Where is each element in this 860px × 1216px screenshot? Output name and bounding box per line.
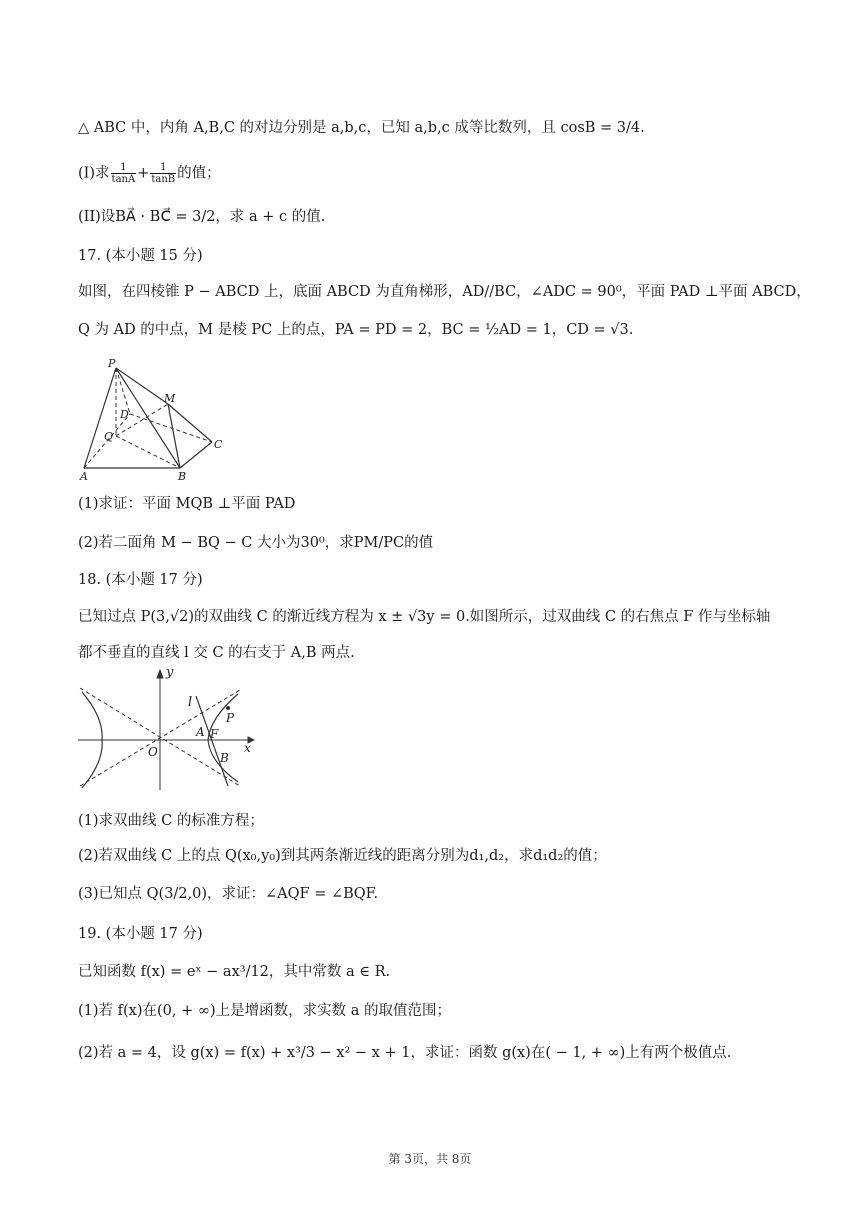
label-B: B: [178, 470, 187, 482]
page-footer: 第 3页，共 8页: [388, 1152, 472, 1166]
q19-header: 19. (本小题 17 分): [78, 926, 203, 942]
q16-intro: △ ABC 中，内角 A,B,C 的对边分别是 a,b,c，已知 a,b,c 成等比数列，且 cosB = 3/4.: [78, 120, 645, 136]
label-x: x: [244, 741, 251, 755]
q18-part2: (2)若双曲线 C 上的点 Q(x₀,y₀)到其两条渐近线的距离分别为d₁,d₂，求d₁d₂的值；: [78, 848, 607, 864]
q16-frac1: $\frac{1}{\tan A}$: [111, 162, 136, 185]
q17-header: 17. (本小题 15 分): [78, 248, 203, 264]
q17-part2: (2)若二面角 M − BQ − C 大小为30⁰，求PM/PC的值: [78, 535, 434, 551]
hyperbola-figure: [78, 666, 258, 794]
label-B: B: [220, 751, 229, 765]
label-O: O: [148, 745, 158, 759]
label-y: y: [166, 666, 174, 680]
q18-header: 18. (本小题 17 分): [78, 572, 203, 588]
q19-part1: (1)若 f(x)在(0, + ∞)上是增函数，求实数 a 的取值范围；: [78, 1003, 451, 1019]
q18-text2: 都不垂直的直线 l 交 C 的右支于 A,B 两点.: [78, 645, 355, 661]
q16-part2: (II)设BA⃗ · BC⃗ = 3/2，求 a + c 的值.: [78, 209, 326, 225]
q18-text1: 已知过点 P(3,√2)的双曲线 C 的渐近线方程为 x ± √3y = 0.如图所示，过双曲线 C 的右焦点 F 作与坐标轴: [78, 609, 771, 625]
q16-frac2: $\frac{1}{\tan B}$: [151, 162, 176, 185]
q18-part3: (3)已知点 Q(3/2,0)，求证：∠AQF = ∠BQF.: [78, 886, 379, 902]
label-A: A: [80, 470, 88, 482]
q19-part2: (2)若 a = 4，设 g(x) = f(x) + x³/3 − x² − x + 1，求证：函数 g(x)在( − 1, + ∞)上有两个极值点.: [78, 1045, 732, 1061]
q16-part1: (I)求 $\frac{1}{\tan A}$ + $\frac{1}{\tan B}$ 的值；: [78, 162, 221, 185]
label-A: A: [196, 725, 205, 739]
label-l: l: [188, 695, 193, 710]
label-C: C: [214, 438, 223, 451]
q17-text2: Q 为 AD 的中点，M 是棱 PC 上的点，PA = PD = 2，BC = ½AD = 1，CD = √3.: [78, 322, 634, 338]
q19-text1: 已知函数 f(x) = eˣ − ax³/12，其中常数 a ∈ R.: [78, 964, 391, 980]
label-F: F: [210, 727, 219, 741]
q17-part1: (1)求证：平面 MQB ⊥平面 PAD: [78, 496, 296, 512]
pyramid-figure: [78, 356, 228, 482]
q18-part1: (1)求双曲线 C 的标准方程；: [78, 813, 264, 829]
label-P: P: [108, 357, 116, 370]
label-M: M: [164, 392, 176, 405]
label-Q: Q: [104, 430, 114, 443]
point-P-dot: [226, 706, 230, 710]
q17-text1: 如图，在四棱锥 P − ABCD 上，底面 ABCD 为直角梯形，AD//BC，∠ADC = 90⁰，平面 PAD ⊥平面 ABCD，: [78, 284, 811, 300]
label-D: D: [120, 408, 129, 421]
label-P: P: [226, 711, 235, 725]
